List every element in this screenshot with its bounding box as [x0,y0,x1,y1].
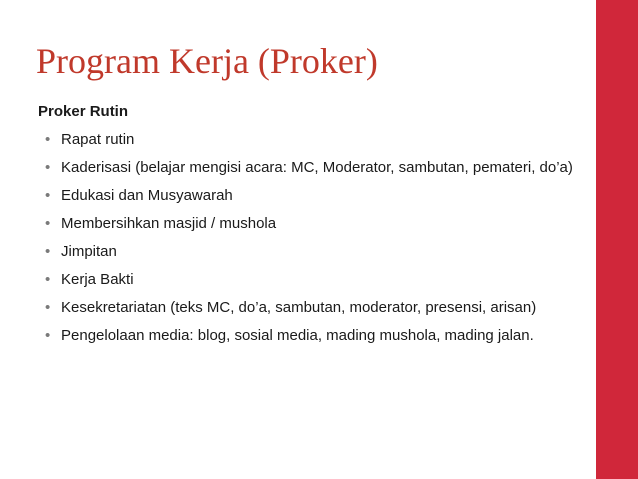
list-item [38,241,588,263]
bullet-icon: • [45,187,51,204]
list-item-text: Kaderisasi (belajar mengisi acara: MC, Moderator, sambutan, pemateri, do’a) [61,159,573,176]
bullet-icon: • [45,327,51,344]
list-item-text: Kerja Bakti [61,271,134,288]
list-item-text: Membersihkan masjid / mushola [61,215,277,232]
bullet-icon: • [45,215,51,232]
list-item [38,297,588,319]
list-item-text: Jimpitan [61,243,117,260]
bullet-icon: • [45,131,51,148]
list-item [38,185,588,207]
slide-title: Program Kerja (Proker) [36,41,378,81]
list-item-text: Pengelolaan media: blog, sosial media, mading mushola, mading jalan. [61,327,534,344]
bullet-icon: • [45,299,51,316]
bullet-icon: • [45,159,51,176]
bullet-list [38,129,588,347]
slide-content [38,102,588,353]
list-item [38,325,588,347]
accent-bar [596,0,638,479]
section-heading: Proker Rutin [38,103,129,120]
bullet-icon: • [45,243,51,260]
bullet-icon: • [45,271,51,288]
list-item-text: Kesekretariatan (teks MC, do’a, sambutan, moderator, presensi, arisan) [61,299,537,316]
list-item [38,157,588,179]
list-item-text: Rapat rutin [61,131,135,148]
list-item [38,129,588,151]
list-item [38,213,588,235]
list-item-text: Edukasi dan Musyawarah [61,187,233,204]
list-item [38,269,588,291]
